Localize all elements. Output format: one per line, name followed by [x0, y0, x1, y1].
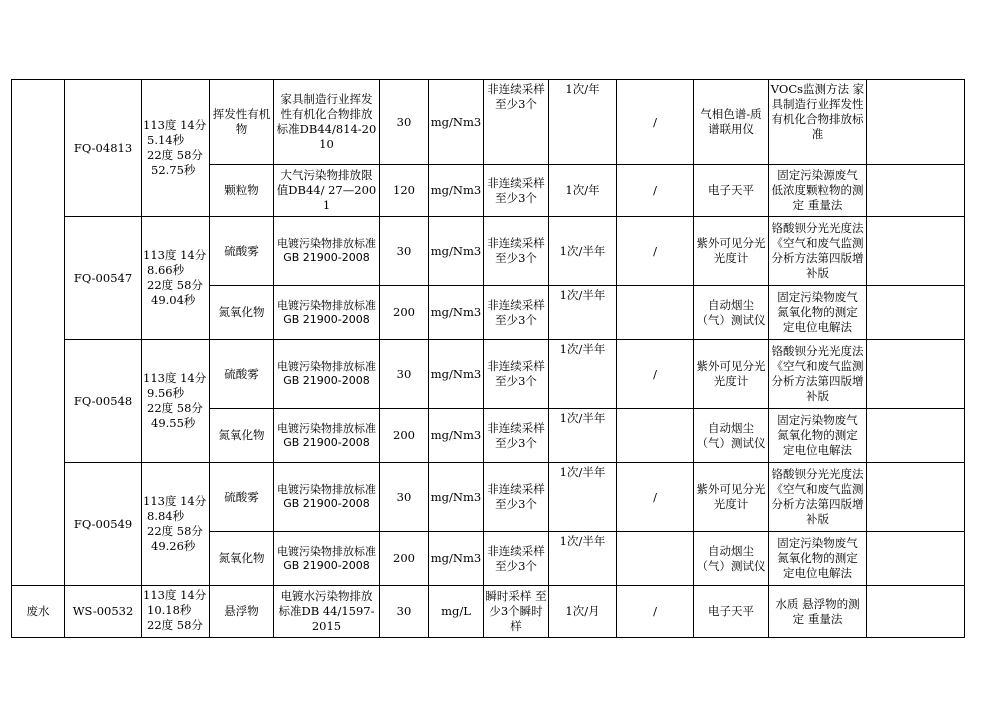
standard: 电镀污染物排放标准GB 21900-2008: [274, 286, 380, 340]
limit-value: 200: [380, 532, 429, 586]
category-cell: 废水: [12, 586, 65, 638]
standard: 电镀污染物排放标准GB 21900-2008: [274, 409, 380, 463]
frequency: 1次/半年: [549, 217, 617, 286]
remark-cell: [867, 409, 965, 463]
analysis-method: 铬酸钡分光光度法《空气和废气监测分析方法第四版增补版: [769, 463, 867, 532]
frequency: 1次/半年: [549, 340, 617, 409]
pollutant: 氮氧化物: [210, 532, 274, 586]
unit: mg/Nm3: [429, 532, 484, 586]
blank-value: /: [617, 586, 694, 638]
frequency: 1次/月: [549, 586, 617, 638]
analysis-method: 固定污染物废气 氮氧化物的测定 定电位电解法: [769, 532, 867, 586]
blank-value: /: [617, 217, 694, 286]
blank-value: [617, 286, 694, 340]
standard: 家具制造行业挥发性有机化合物排放标准DB44/814-2010: [274, 80, 380, 165]
analysis-method: 固定污染物废气 氮氧化物的测定 定电位电解法: [769, 409, 867, 463]
sampling-method: 非连续采样 至少3个: [484, 340, 549, 409]
unit: mg/Nm3: [429, 463, 484, 532]
limit-value: 200: [380, 286, 429, 340]
blank-value: /: [617, 80, 694, 165]
limit-value: 30: [380, 463, 429, 532]
analysis-method: VOCs监测方法 家具制造行业挥发性有机化合物排放标准: [769, 80, 867, 165]
remark-cell: [867, 463, 965, 532]
unit: mg/Nm3: [429, 217, 484, 286]
pollutant: 硫酸雾: [210, 217, 274, 286]
frequency: 1次/年: [549, 165, 617, 217]
table-row: [12, 586, 965, 638]
standard: 大气污染物排放限值DB44/ 27—2001: [274, 165, 380, 217]
remark-cell: [867, 217, 965, 286]
remark-cell: [867, 340, 965, 409]
blank-value: /: [617, 463, 694, 532]
blank-value: [617, 409, 694, 463]
sampling-method: 瞬时采样 至少3个瞬时样: [484, 586, 549, 638]
blank-value: [617, 532, 694, 586]
remark-cell: [867, 586, 965, 638]
standard: 电镀污染物排放标准GB 21900-2008: [274, 532, 380, 586]
sampling-method: 非连续采样 至少3个: [484, 286, 549, 340]
sampling-method: 非连续采样 至少3个: [484, 463, 549, 532]
remark-cell: [867, 532, 965, 586]
limit-value: 30: [380, 586, 429, 638]
analysis-method: 水质 悬浮物的测定 重量法: [769, 586, 867, 638]
sampling-method: 非连续采样 至少3个: [484, 532, 549, 586]
outlet-id: FQ-00549: [65, 463, 142, 586]
instrument: 自动烟尘（气）测试仪: [694, 532, 769, 586]
outlet-id: WS-00532: [65, 586, 142, 638]
frequency: 1次/半年: [549, 532, 617, 586]
pollutant: 悬浮物: [210, 586, 274, 638]
standard: 电镀污染物排放标准GB 21900-2008: [274, 463, 380, 532]
pollutant: 硫酸雾: [210, 340, 274, 409]
standard: 电镀水污染物排放标准DB 44/1597-2015: [274, 586, 380, 638]
instrument: 紫外可见分光光度计: [694, 217, 769, 286]
remark-cell: [867, 80, 965, 165]
standard: 电镀污染物排放标准GB 21900-2008: [274, 217, 380, 286]
sampling-method: 非连续采样 至少3个: [484, 80, 549, 165]
instrument: 紫外可见分光光度计: [694, 463, 769, 532]
instrument: 自动烟尘（气）测试仪: [694, 286, 769, 340]
blank-value: /: [617, 165, 694, 217]
unit: mg/Nm3: [429, 80, 484, 165]
limit-value: 30: [380, 80, 429, 165]
instrument: 电子天平: [694, 165, 769, 217]
analysis-method: 铬酸钡分光光度法《空气和废气监测分析方法第四版增补版: [769, 217, 867, 286]
coordinates: 113度 14分 5.14秒 22度 58分 52.75秒: [142, 80, 210, 217]
standard: 电镀污染物排放标准GB 21900-2008: [274, 340, 380, 409]
pollutant: 硫酸雾: [210, 463, 274, 532]
limit-value: 30: [380, 340, 429, 409]
frequency: 1次/半年: [549, 409, 617, 463]
limit-value: 200: [380, 409, 429, 463]
coordinates: 113度 14分 9.56秒 22度 58分 49.55秒: [142, 340, 210, 463]
remark-cell: [867, 165, 965, 217]
table-row: [12, 80, 965, 165]
remark-cell: [867, 286, 965, 340]
unit: mg/Nm3: [429, 165, 484, 217]
pollutant: 颗粒物: [210, 165, 274, 217]
coordinates: 113度 14分 8.84秒 22度 58分 49.26秒: [142, 463, 210, 586]
outlet-id: FQ-00548: [65, 340, 142, 463]
table-row: [12, 463, 965, 532]
instrument: 自动烟尘（气）测试仪: [694, 409, 769, 463]
coordinates: 113度 14分 8.66秒 22度 58分 49.04秒: [142, 217, 210, 340]
sampling-method: 非连续采样 至少3个: [484, 409, 549, 463]
table-row: [12, 340, 965, 409]
analysis-method: 铬酸钡分光光度法《空气和废气监测分析方法第四版增补版: [769, 340, 867, 409]
unit: mg/Nm3: [429, 409, 484, 463]
blank-value: /: [617, 340, 694, 409]
instrument: 紫外可见分光光度计: [694, 340, 769, 409]
analysis-method: 固定污染源废气 低浓度颗粒物的测定 重量法: [769, 165, 867, 217]
coordinates: 113度 14分 10.18秒 22度 58分: [142, 586, 210, 638]
pollutant: 氮氧化物: [210, 409, 274, 463]
pollutant: 挥发性有机物: [210, 80, 274, 165]
outlet-id: FQ-04813: [65, 80, 142, 217]
frequency: 1次/半年: [549, 463, 617, 532]
unit: mg/Nm3: [429, 340, 484, 409]
sampling-method: 非连续采样 至少3个: [484, 217, 549, 286]
instrument: 气相色谱-质谱联用仪: [694, 80, 769, 165]
table-row: [12, 217, 965, 286]
category-cell: [12, 80, 65, 586]
monitoring-table: [11, 79, 965, 638]
frequency: 1次/半年: [549, 286, 617, 340]
instrument: 电子天平: [694, 586, 769, 638]
analysis-method: 固定污染物废气 氮氧化物的测定 定电位电解法: [769, 286, 867, 340]
frequency: 1次/年: [549, 80, 617, 165]
unit: mg/L: [429, 586, 484, 638]
limit-value: 30: [380, 217, 429, 286]
outlet-id: FQ-00547: [65, 217, 142, 340]
limit-value: 120: [380, 165, 429, 217]
unit: mg/Nm3: [429, 286, 484, 340]
sampling-method: 非连续采样 至少3个: [484, 165, 549, 217]
pollutant: 氮氧化物: [210, 286, 274, 340]
